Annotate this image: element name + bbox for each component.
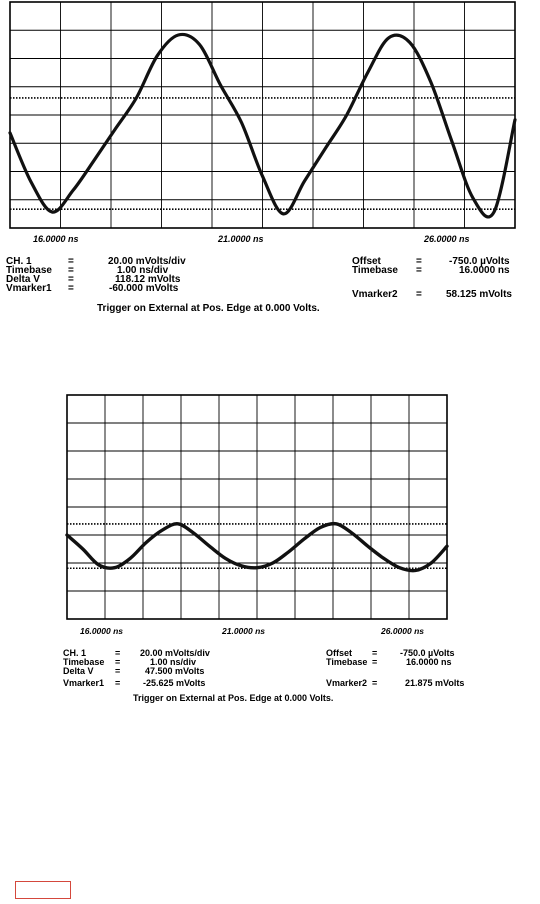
info-eq: =	[115, 678, 121, 688]
info-eq: =	[372, 678, 378, 688]
info-eq: =	[68, 283, 74, 294]
info-label: Offset	[352, 256, 381, 267]
info-label: Timebase	[6, 265, 52, 276]
info-value: -750.0 µVolts	[400, 648, 455, 658]
info-value: 118.12 mVolts	[115, 274, 181, 285]
info-value: -60.000 mVolts	[109, 283, 179, 294]
trigger-text: Trigger on External at Pos. Edge at 0.000 Volts.	[133, 693, 334, 703]
info-eq: =	[372, 648, 378, 658]
info-value: -25.625 mVolts	[143, 678, 206, 688]
x-tick-label: 16.0000 ns	[33, 234, 79, 244]
info-value: 20.00 mVolts/div	[140, 648, 210, 658]
info-label: CH. 1	[6, 256, 32, 267]
info-eq: =	[68, 256, 74, 267]
info-value: 58.125 mVolts	[446, 289, 512, 300]
footer-marker-box	[15, 881, 71, 899]
info-value: 21.875 mVolts	[405, 678, 465, 688]
info-label: Delta V	[63, 666, 94, 676]
info-value: 16.0000 ns	[406, 657, 452, 667]
info-label: CH. 1	[63, 648, 87, 658]
info-eq: =	[372, 657, 378, 667]
info-label: Vmarker1	[63, 678, 105, 688]
info-eq: =	[115, 666, 121, 676]
x-tick-label: 21.0000 ns	[218, 234, 264, 244]
info-label: Delta V	[6, 274, 40, 285]
info-label: Offset	[326, 648, 353, 658]
info-eq: =	[115, 648, 121, 658]
x-tick-label: 16.0000 ns	[80, 626, 124, 636]
info-eq: =	[416, 265, 422, 276]
info-value: 16.0000 ns	[459, 265, 510, 276]
info-label: Timebase	[63, 657, 105, 667]
trigger-text: Trigger on External at Pos. Edge at 0.000 Volts.	[97, 303, 320, 314]
x-tick-label: 26.0000 ns	[381, 626, 425, 636]
x-tick-label: 26.0000 ns	[424, 234, 470, 244]
info-value: 1.00 ns/div	[150, 657, 197, 667]
info-eq: =	[68, 265, 74, 276]
info-label: Timebase	[326, 657, 368, 667]
info-label: Timebase	[352, 265, 398, 276]
info-eq: =	[416, 256, 422, 267]
info-label: Vmarker2	[352, 289, 398, 300]
info-eq: =	[68, 274, 74, 285]
info-label: Vmarker1	[6, 283, 52, 294]
info-value: 47.500 mVolts	[145, 666, 205, 676]
info-value: 20.00 mVolts/div	[108, 256, 186, 267]
info-value: 1.00 ns/div	[117, 265, 169, 276]
info-label: Vmarker2	[326, 678, 368, 688]
info-eq: =	[416, 289, 422, 300]
x-tick-label: 21.0000 ns	[222, 626, 266, 636]
info-value: -750.0 µVolts	[449, 256, 510, 267]
info-eq: =	[115, 657, 121, 667]
